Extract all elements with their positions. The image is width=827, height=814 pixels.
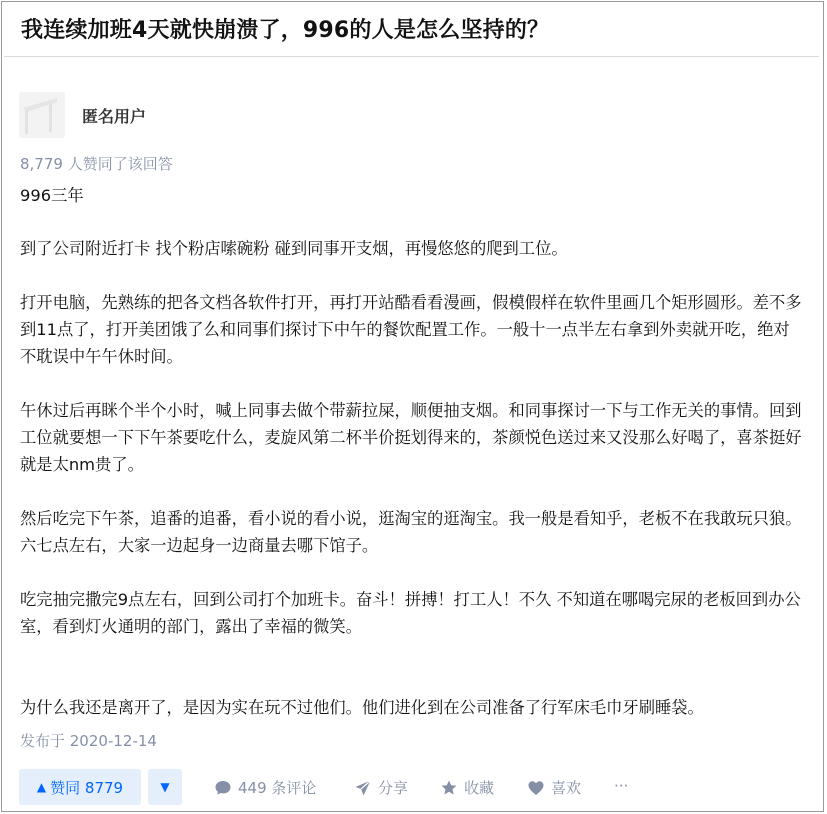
share-button[interactable] xyxy=(354,777,408,798)
triangle-up-icon: ▲ xyxy=(36,780,47,794)
title-divider xyxy=(4,56,819,57)
answer-paragraph: 996三年 xyxy=(20,186,84,205)
comment-bubble-icon xyxy=(214,779,232,797)
author-name[interactable]: 匿名用户 xyxy=(82,107,147,126)
more-options-icon: ··· xyxy=(614,777,629,795)
answer-paragraph: 午休过后再眯个半个小时，喊上同事去做个带薪拉屎，顺便抽支烟。和同事探讨一下与工作无关的事情。回到工位就要想一下下午茶要吃什么，麦旋风第二杯半价挺划得来的，茶颜悦色送过来又没那么好喝了，喜茶挺好就是太nm贵了。 xyxy=(20,401,802,474)
like-label: 喜欢 xyxy=(551,779,582,797)
answer-paragraph: 然后吃完下午茶，追番的追番，看小说的看小说，逛淘宝的逛淘宝。我一般是看知乎，老板不在我敢玩只狼。六七点左右，大家一边起身一边商量去哪下馆子。 xyxy=(20,509,802,555)
upvote-button[interactable] xyxy=(19,769,141,805)
answer-card xyxy=(1,1,824,812)
share-label: 分享 xyxy=(378,779,409,797)
answer-content xyxy=(20,182,805,721)
like-button[interactable] xyxy=(527,777,581,798)
publish-date[interactable]: 发布于 2020-12-14 xyxy=(20,732,157,750)
favorite-label: 收藏 xyxy=(464,779,495,797)
favorite-button[interactable] xyxy=(440,777,494,798)
vote-summary: 8,779 人赞同了该回答 xyxy=(20,155,173,173)
downvote-button[interactable] xyxy=(148,769,182,805)
triangle-down-icon: ▼ xyxy=(160,780,170,794)
avatar[interactable] xyxy=(19,92,65,138)
answer-paragraph: 打开电脑，先熟练的把各文档各软件打开，再打开站酷看看漫画，假模假样在软件里画几个矩形圆形。差不多到11点了，打开美团饿了么和同事们探讨下中午的餐饮配置工作。一般十一点半左右拿到外卖就开吃，绝对不耽误中午午休时间。 xyxy=(20,293,802,366)
comment-count-label: 449 条评论 xyxy=(238,779,317,797)
answer-paragraph: 到了公司附近打卡 找个粉店嗦碗粉 碰到同事开支烟，再慢悠悠的爬到工位。 xyxy=(20,239,568,258)
answer-paragraph: 吃完抽完撒完9点左右，回到公司打个加班卡。奋斗！拼搏！打工人！不久 不知道在哪喝完尿的老板回到办公室，看到灯火通明的部门，露出了幸福的微笑。 xyxy=(20,590,801,636)
question-title[interactable]: 我连续加班4天就快崩溃了，996的人是怎么坚持的？ xyxy=(21,18,550,43)
paper-plane-icon xyxy=(354,779,372,797)
upvote-label: 赞同 8779 xyxy=(50,778,124,797)
answer-paragraph: 为什么我还是离开了，是因为实在玩不过他们。他们进化到在公司准备了行军床毛巾牙刷睡袋。 xyxy=(20,698,704,717)
anonymous-avatar-icon xyxy=(19,92,65,138)
more-options-button[interactable] xyxy=(614,777,628,795)
star-icon xyxy=(440,779,458,797)
heart-icon xyxy=(527,779,545,797)
comment-button[interactable] xyxy=(214,777,316,798)
